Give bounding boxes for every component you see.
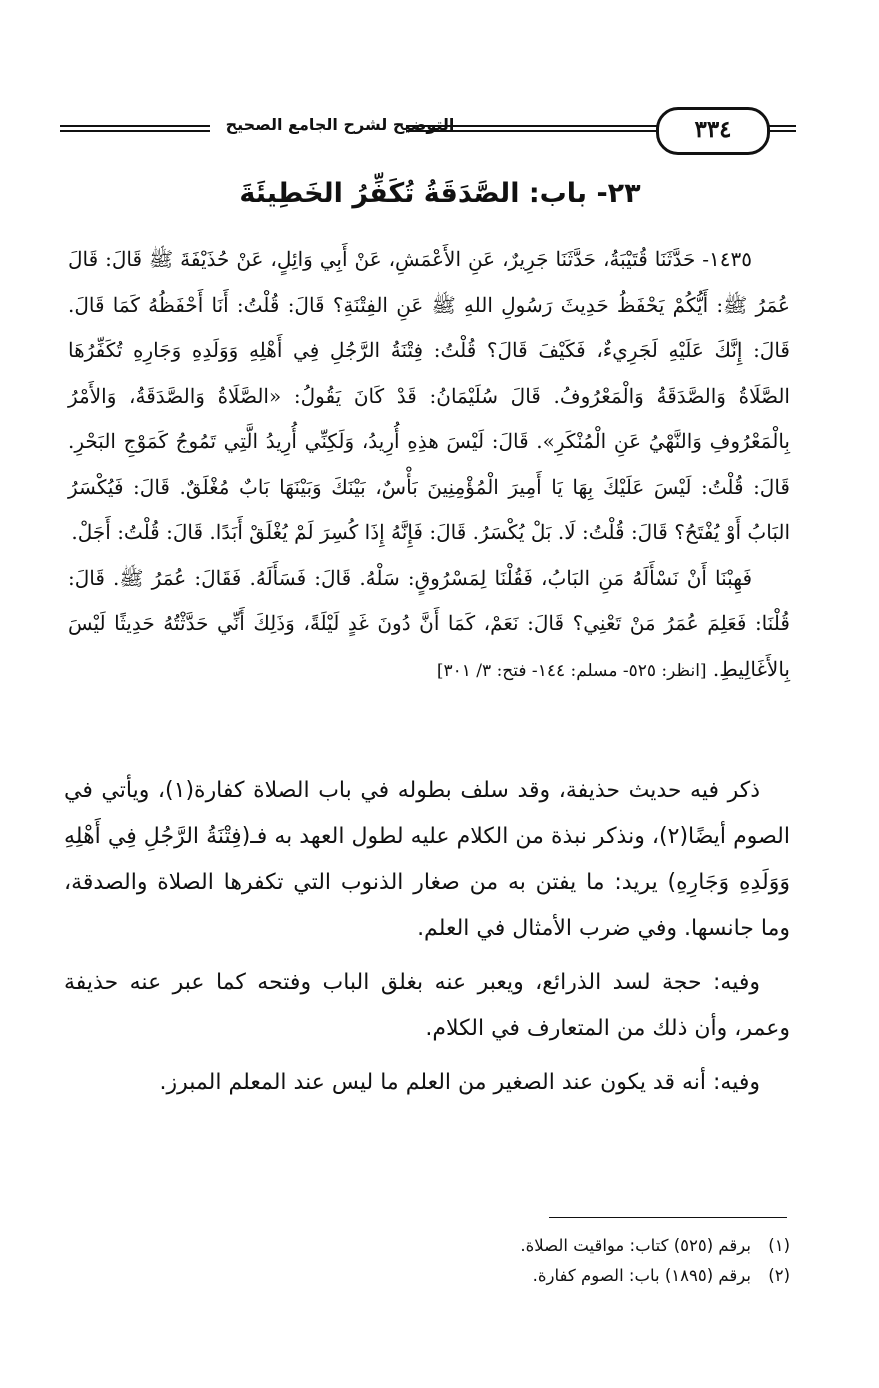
commentary-text xyxy=(64,768,790,1114)
page-number: ٣٣٤ xyxy=(694,116,732,143)
header-rule-left-bottom xyxy=(60,130,210,132)
footnotes xyxy=(200,1231,790,1291)
commentary-paragraph-3: وفيه: أنه قد يكون عند الصغير من العلم ما ليس عند المعلم المبرز. xyxy=(159,1070,760,1095)
book-title: التوضيح لشرح الجامع الصحيح xyxy=(225,115,455,134)
footnote-divider xyxy=(549,1217,787,1218)
hadith-paragraph-2 xyxy=(68,556,790,695)
header-rule-left-top xyxy=(60,125,210,127)
footnote-1-mark: (١) xyxy=(768,1236,790,1255)
footnote-1 xyxy=(200,1231,790,1261)
hadith-paragraph-2-text: فَهِبْنَا أَنْ نَسْأَلَهُ مَنِ البَابُ، فَقُلْنَا لِمَسْرُوقٍ: سَلْهُ. قَالَ: فَسَأَلَهُ. فَقَالَ: عُمَرُ ﷺ. قَالَ: قُلْنَا: فَعَلِمَ عُمَرُ مَنْ تَعْنِي؟ قَالَ: نَعَمْ، كَمَا أَنَّ دُونَ غَدٍ لَيْلَةً، وَذَلِكَ أَنِّي حَدَّثْتُهُ حَدِيثًا لَيْسَ بِالأَغَالِيطِ. xyxy=(68,565,790,681)
page-number-badge xyxy=(656,107,770,155)
footnote-1-text: برقم (٥٢٥) كتاب: مواقيت الصلاة. xyxy=(520,1236,751,1255)
running-header xyxy=(60,105,796,155)
hadith-reference: [انظر: ٥٢٥- مسلم: ١٤٤- فتح: ٣/ ٣٠١] xyxy=(436,660,707,681)
commentary-paragraph-2: وفيه: حجة لسد الذرائع، ويعبر عنه بغلق الباب وفتحه كما عبر عنه حذيفة وعمر، وأن ذلك من المتعارف في الكلام. xyxy=(64,970,790,1041)
chapter-title: ٢٣- باب: الصَّدَقَةُ تُكَفِّرُ الخَطِيئَةَ xyxy=(239,178,641,209)
footnote-2 xyxy=(200,1261,790,1291)
hadith-text xyxy=(68,237,790,694)
hadith-paragraph-1: ١٤٣٥- حَدَّثَنَا قُتَيْبَةُ، حَدَّثَنَا جَرِيرٌ، عَنِ الأَعْمَشِ، عَنْ أَبِي وَائِلٍ، عَنْ حُذَيْفَةَ ﷺ قَالَ: قَالَ عُمَرُ ﷺ: أَيُّكُمْ يَحْفَظُ حَدِيثَ رَسُولِ اللهِ ﷺ عَنِ الفِتْنَةِ؟ قَالَ: قُلْتُ: أَنَا أَحْفَظُهُ كَمَا قَالَ. قَالَ: إِنَّكَ عَلَيْهِ لَجَرِيءٌ، فَكَيْفَ قَالَ؟ قُلْتُ: فِتْنَةُ الرَّجُلِ فِي أَهْلِهِ وَوَلَدِهِ وَجَارِهِ تُكَفِّرُهَا الصَّلَاةُ وَالصَّدَقَةُ وَالْمَعْرُوفُ. قَالَ سُلَيْمَانُ: قَدْ كَانَ يَقُولُ: «الصَّلَاةُ وَالصَّدَقَةُ، وَالأَمْرُ بِالْمَعْرُوفِ وَالنَّهْيُ عَنِ الْمُنْكَرِ». قَالَ: لَيْسَ هذِهِ أُرِيدُ، وَلَكِنِّي أُرِيدُ الَّتِي تَمُوجُ كَمَوْجِ البَحْرِ. قَالَ: قُلْتُ: لَيْسَ عَلَيْكَ بِهَا يَا أَمِيرَ الْمُؤْمِنِينَ بَأْسٌ، بَيْنَكَ وَبَيْنَهَا بَابٌ مُغْلَقٌ. قَالَ: فَيُكْسَرُ البَابُ أَوْ يُفْتَحُ؟ قَالَ: قُلْتُ: لَا. بَلْ يُكْسَرُ. قَالَ: فَإِنَّهُ إِذَا كُسِرَ لَمْ يُغْلَقْ أَبَدًا. قَالَ: قُلْتُ: أَجَلْ. xyxy=(68,247,790,544)
footnote-2-mark: (٢) xyxy=(768,1266,790,1285)
commentary-paragraph-1: ذكر فيه حديث حذيفة، وقد سلف بطوله في باب الصلاة كفارة(١)، ويأتي في الصوم أيضًا(٢)، ونذكر نبذة من الكلام عليه لطول العهد به فـ(فِتْنَةُ الرَّجُلِ فِي أَهْلِهِ وَوَلَدِهِ وَجَارِهِ) يريد: ما يفتن به من صغار الذنوب التي تكفرها الصلاة والصدقة، وما جانسها. وفي ضرب الأمثال في العلم. xyxy=(64,778,790,941)
footnote-2-text: برقم (١٨٩٥) باب: الصوم كفارة. xyxy=(532,1266,751,1285)
